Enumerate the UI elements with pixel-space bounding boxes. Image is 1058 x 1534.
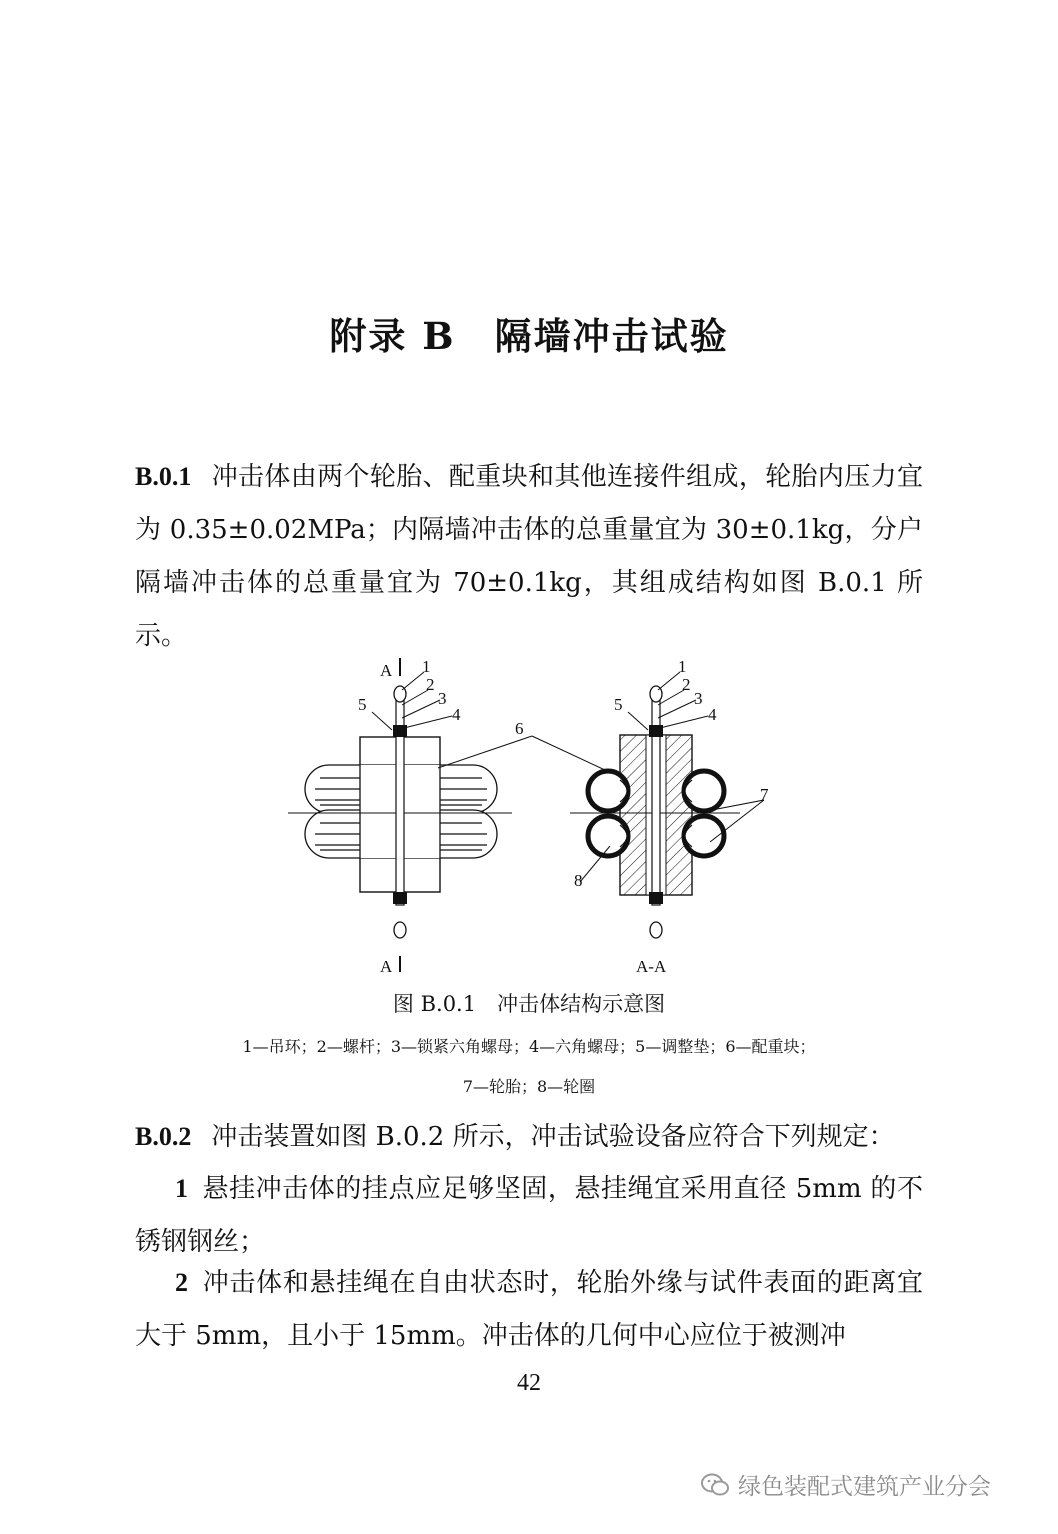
label-8: 8 — [574, 871, 583, 890]
clause-text: 冲击体由两个轮胎、配重块和其他连接件组成，轮胎内压力宜为 0.35±0.02MPa；内隔墙冲击体的总重量宜为 30±0.1kg，分户隔墙冲击体的总重量宜为 70±0.1kg，其组成结构如图 B.0.1 所示。 — [135, 462, 923, 651]
clause-number: B.0.2 — [135, 1122, 192, 1151]
figure-caption: 图 B.0.1 冲击体结构示意图 — [392, 992, 666, 1016]
impact-body-diagram — [280, 650, 780, 980]
item-number: 2 — [175, 1268, 188, 1297]
label-6: 6 — [515, 719, 524, 738]
label-2: 2 — [426, 675, 435, 694]
nut-bottom — [393, 892, 407, 904]
figure-legend-line1: 1—吊环；2—螺杆；3—锁紧六角螺母；4—六角螺母；5—调整垫；6—配重块； — [242, 1037, 816, 1056]
clause-number: B.0.1 — [135, 462, 192, 491]
clause-text: 冲击装置如图 B.0.2 所示，冲击试验设备应符合下列规定： — [211, 1122, 895, 1152]
clause-b01 — [135, 450, 923, 663]
watermark-text: 绿色装配式建筑产业分会 — [738, 1474, 991, 1500]
label-3: 3 — [438, 689, 447, 708]
rod — [396, 690, 404, 905]
list-item-1 — [135, 1162, 923, 1269]
wechat-icon — [700, 1472, 730, 1498]
list-item-2 — [135, 1256, 923, 1363]
side-view — [288, 657, 512, 976]
figure-legend-line2: 7—轮胎；8—轮圈 — [462, 1077, 596, 1096]
appendix-title: 附录 B 隔墙冲击试验 — [329, 314, 729, 358]
label-2-section: 2 — [682, 675, 691, 694]
label-3-section: 3 — [694, 689, 703, 708]
label-4: 4 — [452, 705, 461, 724]
section-mark-top: A — [380, 661, 393, 680]
item-number: 1 — [175, 1174, 188, 1203]
label-5-section: 5 — [614, 695, 623, 714]
item-text: 冲击体和悬挂绳在自由状态时，轮胎外缘与试件表面的距离宜大于 5mm，且小于 15mm。冲击体的几何中心应位于被测冲 — [135, 1268, 923, 1351]
item-text: 悬挂冲击体的挂点应足够坚固，悬挂绳宜采用直径 5mm 的不锈钢钢丝； — [135, 1174, 923, 1257]
section-view-label: A-A — [636, 957, 667, 976]
label-4-section: 4 — [708, 705, 717, 724]
label-7: 7 — [760, 785, 769, 804]
section-view — [570, 657, 769, 976]
nut-top — [393, 725, 407, 737]
label-1-section: 1 — [678, 657, 687, 676]
section-mark-bottom: A — [380, 957, 393, 976]
watermark — [700, 1468, 991, 1501]
clause-b02 — [135, 1110, 923, 1164]
label-1: 1 — [422, 657, 431, 676]
page-number: 42 — [517, 1370, 541, 1396]
label-5: 5 — [358, 695, 367, 714]
